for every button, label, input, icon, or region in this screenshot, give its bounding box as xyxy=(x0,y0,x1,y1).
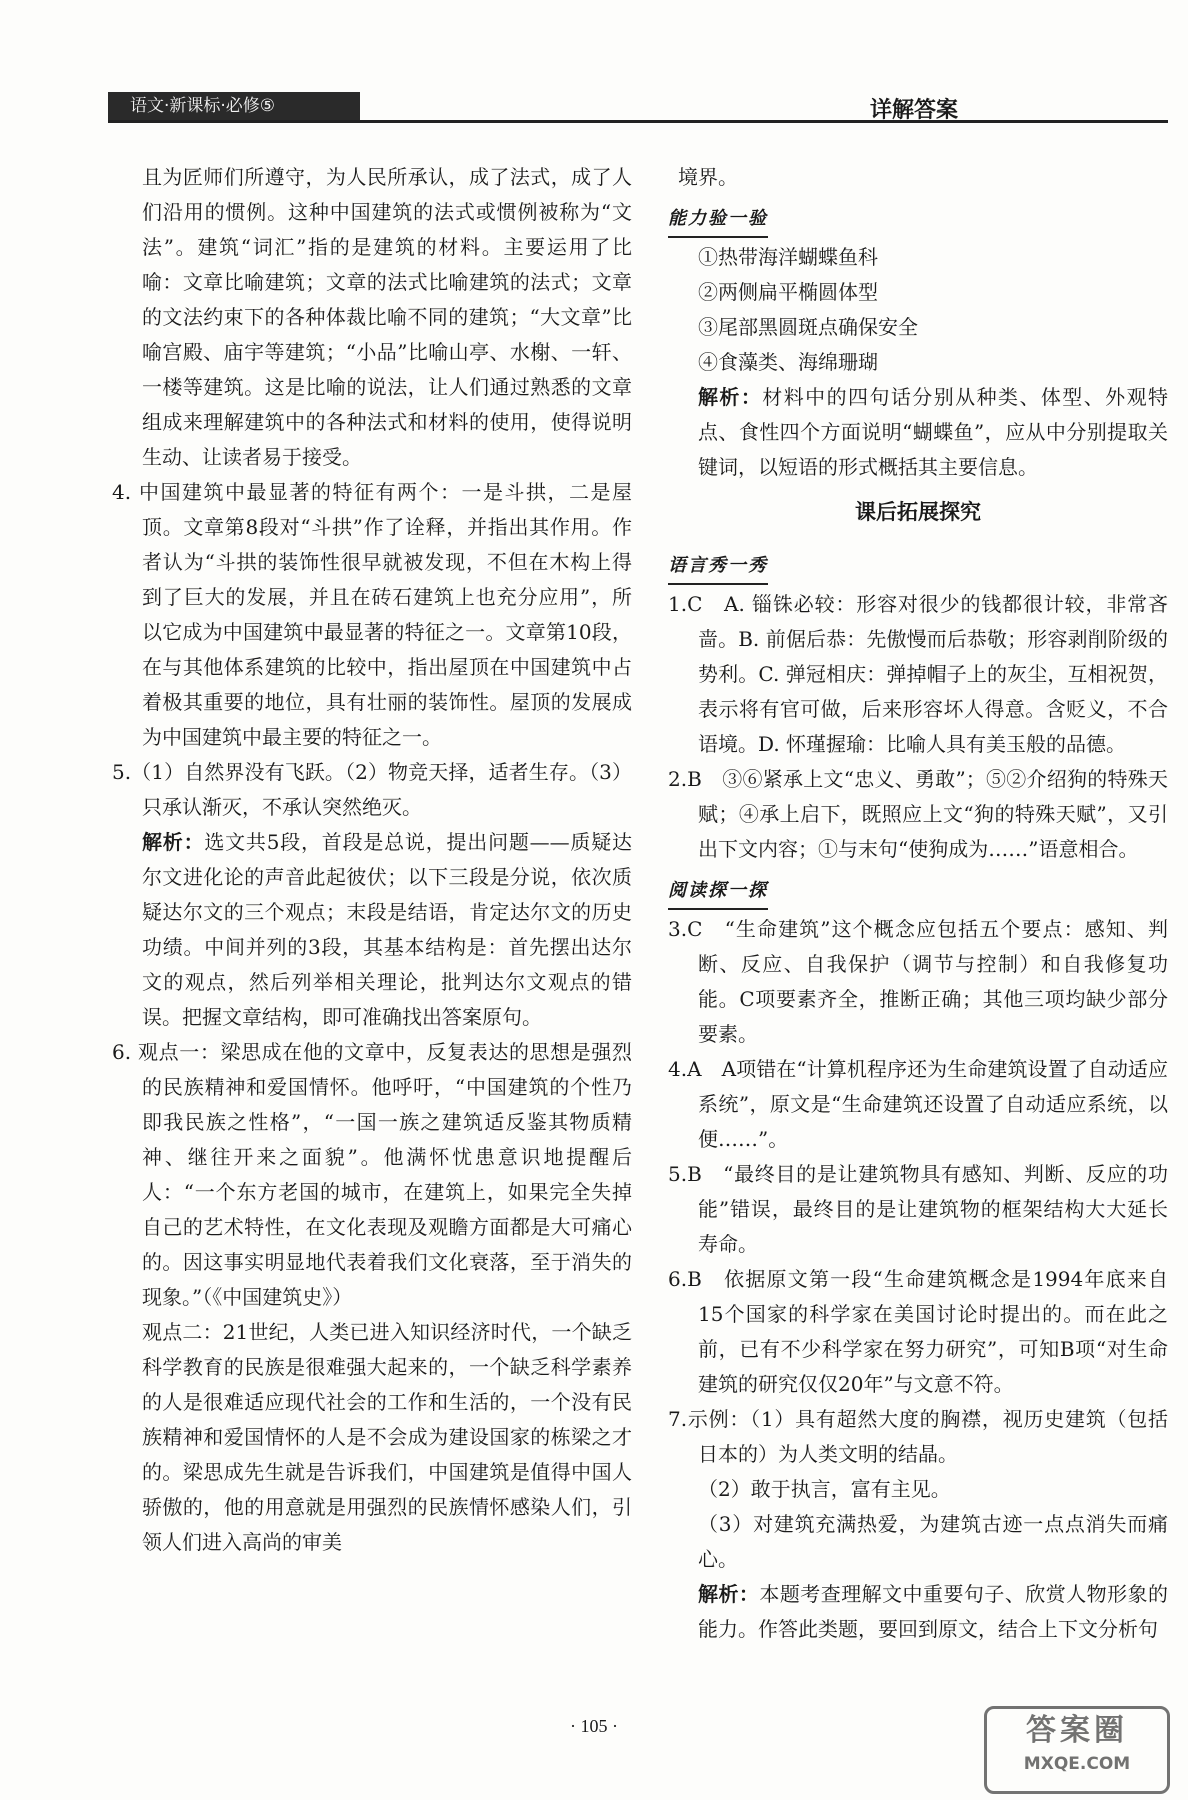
analysis-text: 材料中的四句话分别从种类、体型、外观特点、食性四个方面说明“蝴蝶鱼”，应从中分别提取关键词，以短语的形式概括其主要信息。 xyxy=(698,385,1169,479)
ability-item-2: ②两侧扁平椭圆体型 xyxy=(698,280,878,304)
analysis-text: 选文共5段，首段是总说，提出问题——质疑达尔文进化论的声音此起彼伏；以下三段是分说，依次质疑达尔文的三个观点；末段是结语，肯定达尔文的历史功绩。中间并列的3段，其基本结构是：首先摆出达尔文的观点，然后列举相关理论，批判达尔文观点的错误。把握文章结构，即可准确找出答案原句。 xyxy=(142,830,632,1029)
analysis-label: 解析： xyxy=(142,830,205,854)
left-column xyxy=(112,160,632,1560)
answer-r7-analysis xyxy=(668,1577,1168,1647)
answer-r4: 4.A A项错在“计算机程序还为生命建筑设置了自动适应系统”，原文是“生命建筑还设置了自动适应系统，以便……”。 xyxy=(668,1057,1168,1151)
section-tag-reading: 阅读探一探 xyxy=(668,873,768,910)
answer-6-view-2: 观点二：21世纪，人类已进入知识经济时代，一个缺乏科学教育的民族是很难强大起来的，一个缺乏科学素养的人是很难适应现代社会的工作和生活的，一个没有民族精神和爱国情怀的人是不会成为建设国家的栋梁之才的。梁思成先生就是告诉我们，中国建筑是值得中国人骄傲的，他的用意就是用强烈的民族情怀感染人们，引领人们进入高尚的审美 xyxy=(142,1320,632,1554)
header-title: 详解答案 xyxy=(869,98,958,123)
answer-r7-c: （3）对建筑充满热爱，为建筑古迹一点点消失而痛心。 xyxy=(698,1512,1168,1571)
q6-continuation: 境界。 xyxy=(678,165,738,189)
ability-item-3: ③尾部黑圆斑点确保安全 xyxy=(698,315,918,339)
answer-5: 5.（1）自然界没有飞跃。（2）物竞天择，适者生存。（3）只承认渐灭，不承认突然绝灭。 xyxy=(112,760,632,819)
ability-item-4: ④食藻类、海绵珊瑚 xyxy=(698,350,878,374)
analysis-text: 本题考查理解文中重要句子、欣赏人物形象的能力。作答此类题，要回到原文，结合上下文分析句 xyxy=(698,1582,1169,1641)
answer-r6: 6.B 依据原文第一段“生命建筑概念是1994年底来自15个国家的科学家在美国讨论时提出的。而在此之前，已有不少科学家在努力研究”，可知B项“对生命建筑的研究仅仅20年”与文意不符。 xyxy=(668,1267,1168,1396)
answer-4: 4. 中国建筑中最显著的特征有两个：一是斗拱，二是屋顶。文章第8段对“斗拱”作了诠释，并指出其作用。作者认为“斗拱的装饰性很早就被发现，不但在木构上得到了巨大的发展，并且在砖石建筑上也充分应用”，所以它成为中国建筑中最显著的特征之一。文章第10段，在与其他体系建筑的比较中，指出屋顶在中国建筑中占着极其重要的地位，具有壮丽的装饰性。屋顶的发展成为中国建筑中最主要的特征之一。 xyxy=(112,480,632,749)
analysis-label: 解析： xyxy=(698,1582,760,1606)
q3-continuation: 且为匠师们所遵守，为人民所承认，成了法式，成了人们沿用的惯例。这种中国建筑的法式或惯例被称为“文法”。建筑“词汇”指的是建筑的材料。主要运用了比喻：文章比喻建筑；文章的法式比喻建筑的法式；文章的文法约束下的各种体裁比喻不同的建筑；“大文章”比喻宫殿、庙宇等建筑；“小品”比喻山亭、水榭、一轩、一楼等建筑。这是比喻的说法，让人们通过熟悉的文章组成来理解建筑中的各种法式和材料的使用，使得说明生动、让读者易于接受。 xyxy=(142,165,632,469)
answer-r2: 2.B ③⑥紧承上文“忠义、勇敢”；⑤②介绍狗的特殊天赋；④承上启下，既照应上文“狗的特殊天赋”，又引出下文内容；①与末句“使狗成为……”语意相合。 xyxy=(668,767,1168,861)
ability-item-1: ①热带海洋蝴蝶鱼科 xyxy=(698,245,878,269)
analysis-label: 解析： xyxy=(698,385,763,409)
answer-r7-b: （2）敢于执言，富有主见。 xyxy=(698,1477,951,1501)
answer-r3: 3.C “生命建筑”这个概念应包括五个要点：感知、判断、反应、自我保护（调节与控制）和自我修复功能。C项要素齐全，推断正确；其他三项均缺少部分要素。 xyxy=(668,917,1168,1046)
watermark-logo xyxy=(984,1706,1170,1794)
header-series-tab: 语文·新课标·必修⑤ xyxy=(108,92,360,120)
section-tag-language: 语言秀一秀 xyxy=(668,548,768,585)
section-tag-ability: 能力验一验 xyxy=(668,201,768,238)
right-column xyxy=(668,160,1168,1647)
answer-r1: 1.C A. 锱铢必较：形容对很少的钱都很计较，非常吝啬。B. 前倨后恭：先傲慢而后恭敬；形容剥削阶级的势利。C. 弹冠相庆：弹掉帽子上的灰尘，互相祝贺，表示将有官可做，后来形容坏人得意。含贬义，不合语境。D. 怀瑾握瑜：比喻人具有美玉般的品德。 xyxy=(668,592,1168,756)
answer-5-analysis xyxy=(112,825,632,1035)
section-title: 课后拓展探究 xyxy=(855,500,981,524)
answer-6-view-1: 6. 观点一：梁思成在他的文章中，反复表达的思想是强烈的民族精神和爱国情怀。他呼吁，“中国建筑的个性乃即我民族之性格”，“一国一族之建筑适反鉴其物质精神、继往开来之面貌”。他满怀忧患意识地提醒后人：“一个东方老国的城市，在建筑上，如果完全失掉自己的艺术特性，在文化表现及观瞻方面都是大可痛心的。因这事实明显地代表着我们文化衰落，至于消失的现象。”（《中国建筑史》） xyxy=(112,1040,632,1309)
answer-r7: 7.示例：（1）具有超然大度的胸襟，视历史建筑（包括日本的）为人类文明的结晶。 xyxy=(668,1407,1168,1466)
watermark-text: 答案圈 xyxy=(1026,1713,1128,1748)
answer-r5: 5.B “最终目的是让建筑物具有感知、判断、反应的功能”错误，最终目的是让建筑物的框架结构大大延长寿命。 xyxy=(668,1162,1168,1256)
page-number: · 105 · xyxy=(570,1716,618,1736)
ability-analysis xyxy=(668,380,1168,485)
watermark-url: MXQE.COM xyxy=(1023,1754,1131,1774)
header-rule xyxy=(108,120,1168,123)
